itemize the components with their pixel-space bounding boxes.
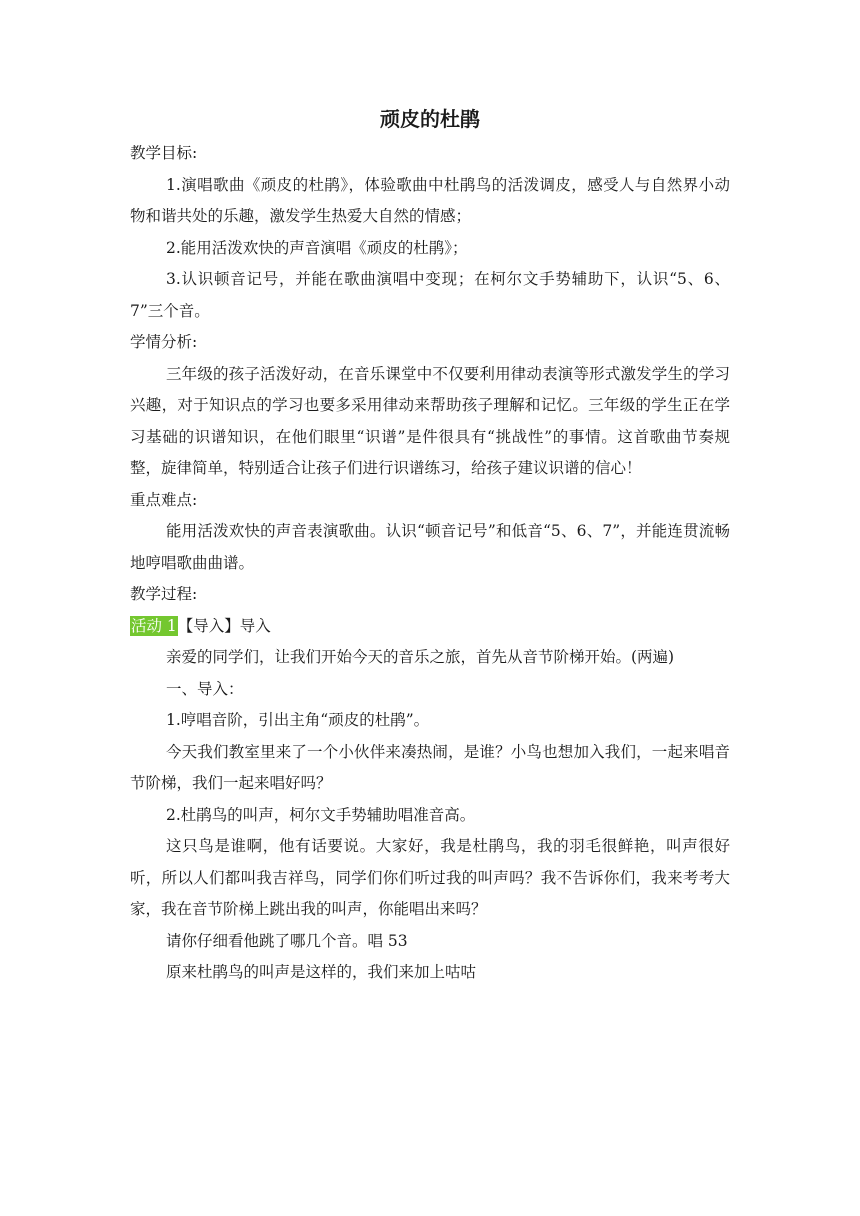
activity-line <box>130 611 730 643</box>
document-page <box>130 100 730 989</box>
process-paragraph-8: 原来杜鹃鸟的叫声是这样的，我们来加上咕咕 <box>166 963 477 981</box>
activity-title: 【导入】导入 <box>177 616 271 635</box>
key-points-heading: 重点难点: <box>130 490 198 509</box>
process-paragraph-1: 亲爱的同学们，让我们开始今天的音乐之旅，首先从音节阶梯开始。(两遍) <box>166 648 675 666</box>
goal-3: 3.认识顿音记号，并能在歌曲演唱中变现；在柯尔文手势辅助下，认识“5、6、7”三个音。 <box>130 270 730 320</box>
process-paragraph-4: 今天我们教室里来了一个小伙伴来凑热闹，是谁？小鸟也想加入我们，一起来唱音节阶梯，我们一起来唱好吗？ <box>130 742 730 792</box>
process-heading: 教学过程: <box>130 585 198 603</box>
process-paragraph-7: 请你仔细看他跳了哪几个音。唱 53 <box>166 931 408 950</box>
analysis-paragraph: 三年级的孩子活泼好动，在音乐课堂中不仅要利用律动表演等形式激发学生的学习兴趣，对于知识点的学习也要多采用律动来帮助孩子理解和记忆。三年级的学生正在学习基础的识谱知识，在他们眼里“识谱”是件很具有“挑战性”的事情。这首歌曲节奏规整，旋律简单，特别适合让孩子们进行识谱练习，给孩子建议识谱的信心！ <box>130 364 730 477</box>
analysis-heading: 学情分析: <box>130 333 198 351</box>
process-paragraph-3: 1.哼唱音阶，引出主角“顽皮的杜鹃”。 <box>166 711 430 729</box>
process-paragraph-5: 2.杜鹃鸟的叫声，柯尔文手势辅助唱准音高。 <box>166 805 476 824</box>
goal-1: 1.演唱歌曲《顽皮的杜鹃》，体验歌曲中杜鹃鸟的活泼调皮，感受人与自然界小动物和谐共处的乐趣，激发学生热爱大自然的情感； <box>130 175 730 225</box>
goals-heading: 教学目标: <box>130 144 198 162</box>
document-title: 顽皮的杜鹃 <box>380 107 480 131</box>
process-paragraph-2: 一、导入： <box>166 679 244 698</box>
key-points-paragraph: 能用活泼欢快的声音表演歌曲。认识“顿音记号”和低音“5、6、7”，并能连贯流畅地哼唱歌曲曲谱。 <box>130 522 730 572</box>
process-paragraph-6: 这只鸟是谁啊，他有话要说。大家好，我是杜鹃鸟，我的羽毛很鲜艳，叫声很好听，所以人们都叫我吉祥鸟，同学们你们听过我的叫声吗？我不告诉你们，我来考考大家，我在音节阶梯上跳出我的叫声，你能唱出来吗？ <box>130 837 730 918</box>
goal-2: 2.能用活泼欢快的声音演唱《顽皮的杜鹃》； <box>166 238 468 257</box>
activity-tag: 活动 1 <box>131 616 177 635</box>
